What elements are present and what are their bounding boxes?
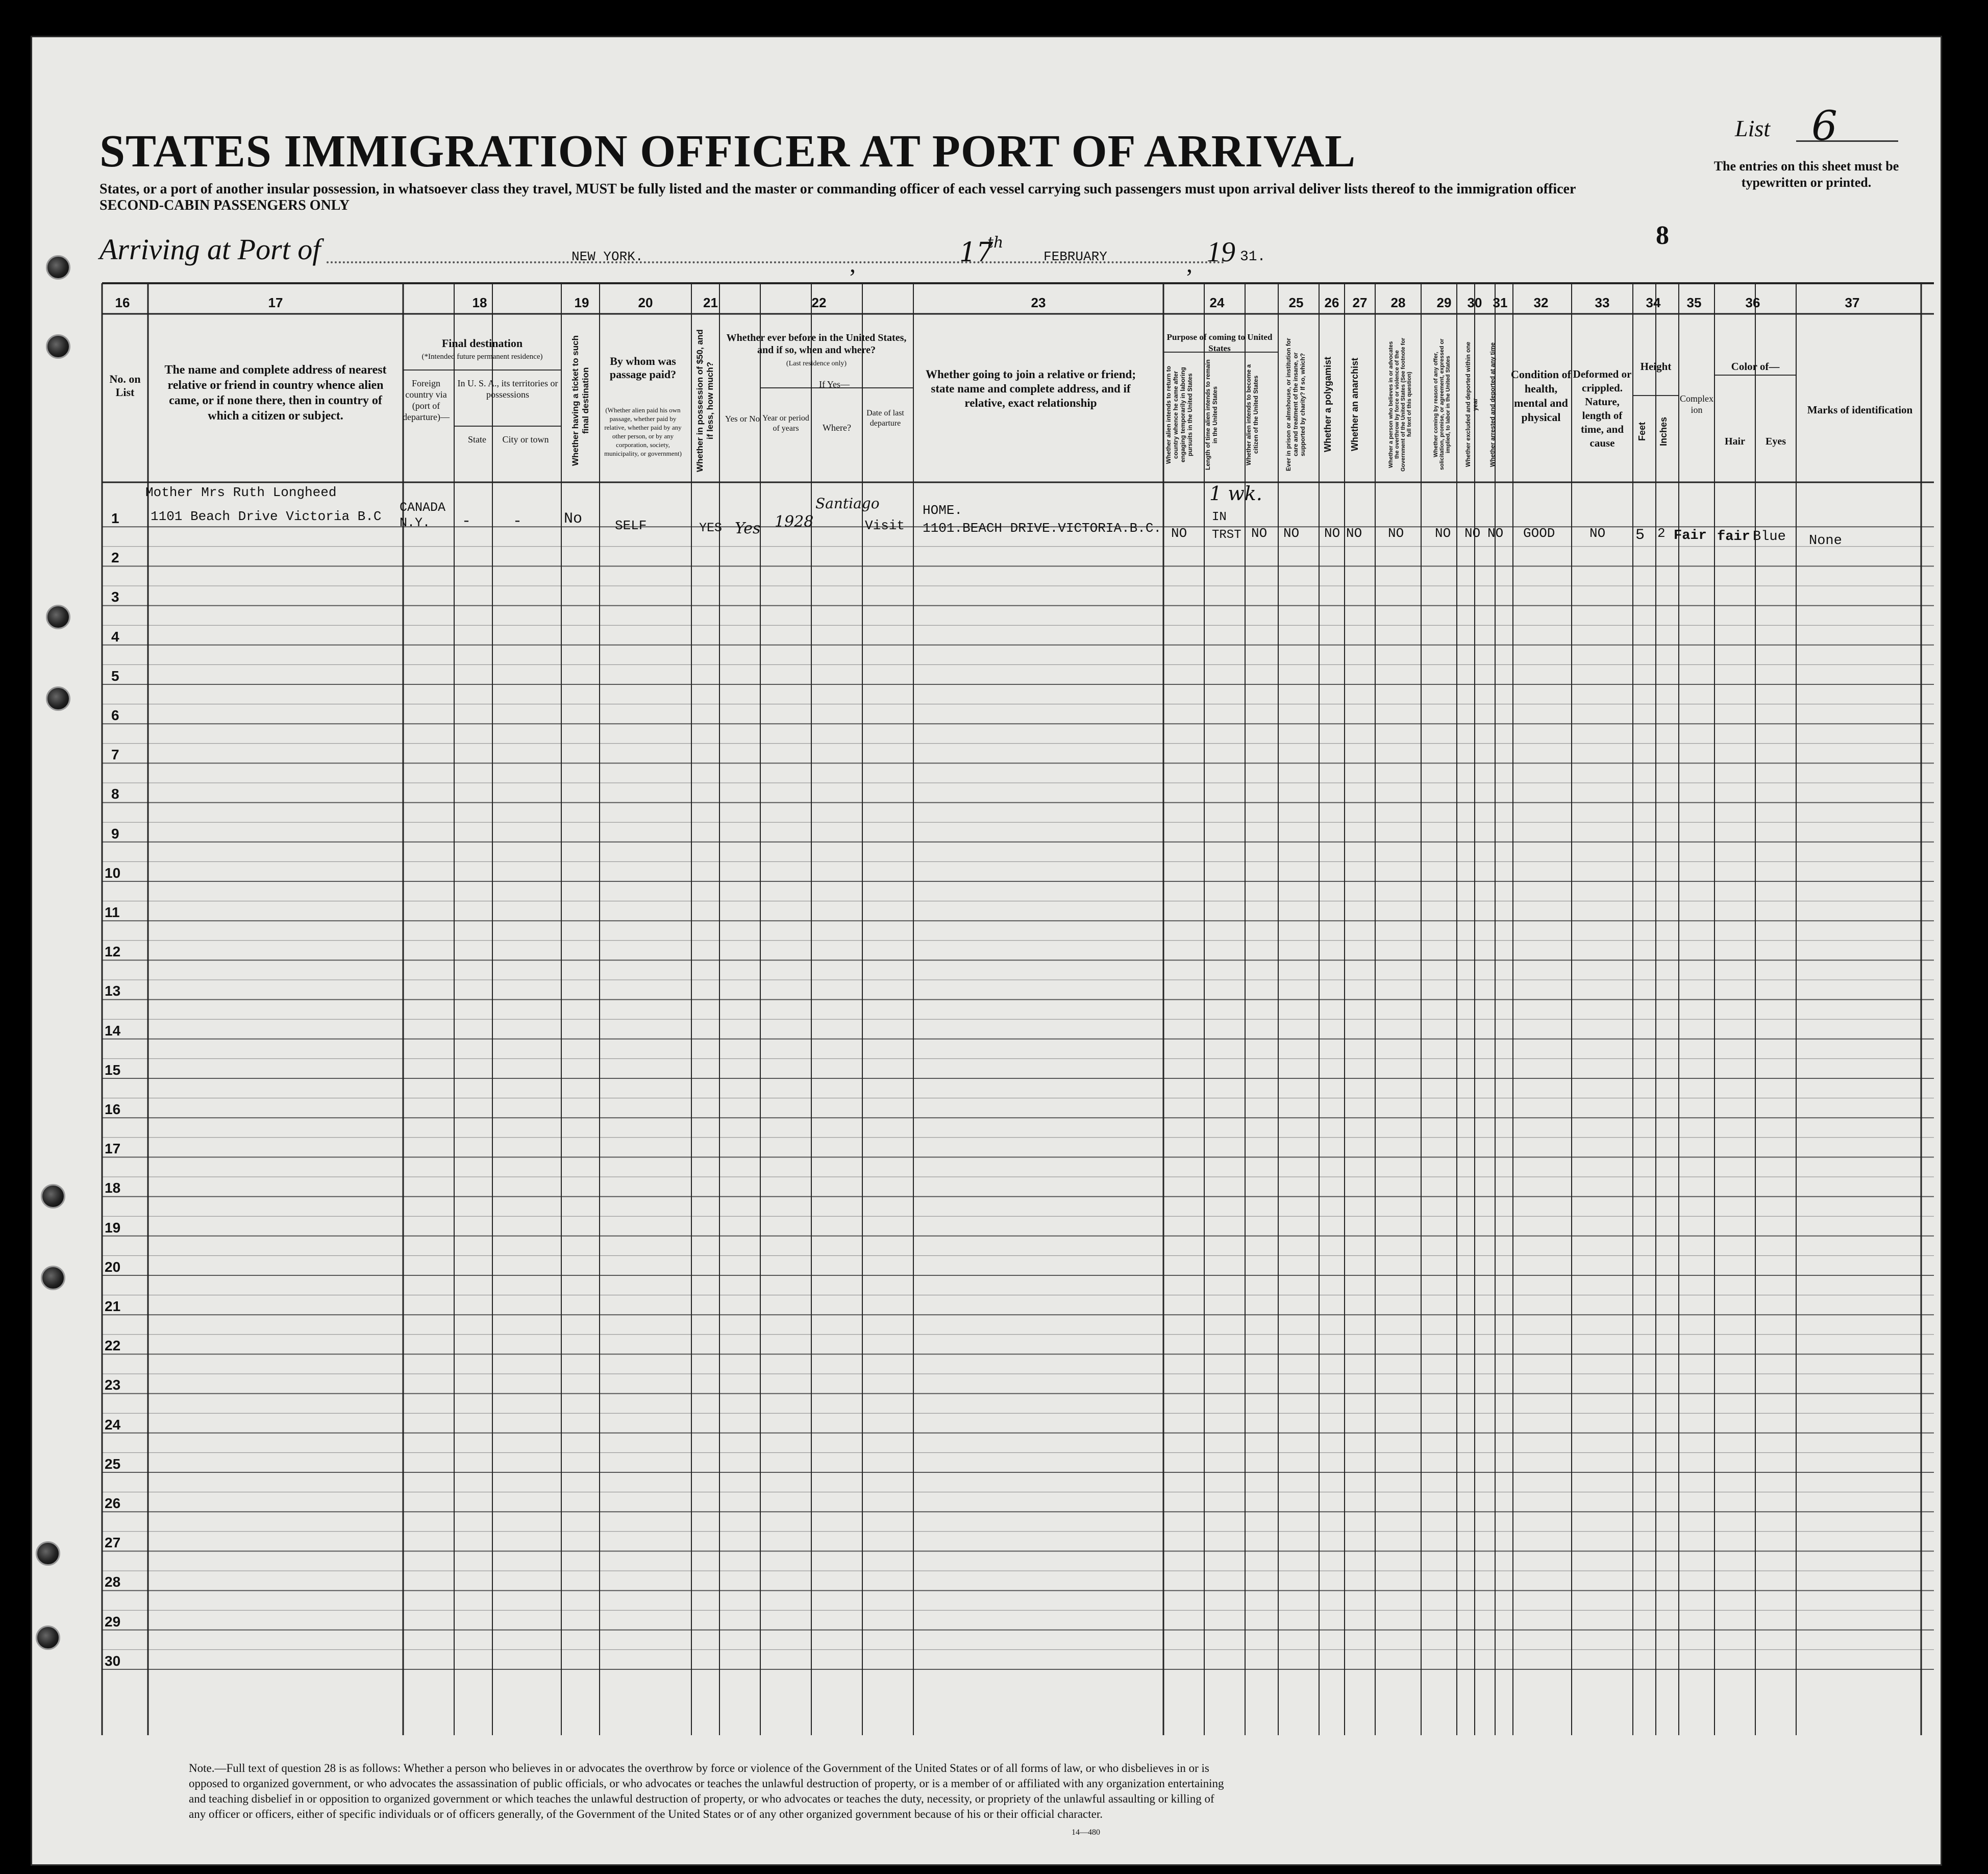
column-number: 35 xyxy=(1686,295,1702,310)
header-ticket-text: Whether having a ticket to such final destination xyxy=(570,335,590,466)
header-feet xyxy=(1637,403,1652,464)
row-number: 23 xyxy=(105,1377,121,1393)
header-foreign-country: Foreign country via (port of departure)— xyxy=(403,378,450,422)
row-number: 19 xyxy=(105,1219,121,1236)
month-value: FEBRUARY xyxy=(1043,249,1107,264)
feet-value: 5 xyxy=(1635,527,1645,544)
page-title: STATES IMMIGRATION OFFICER AT PORT OF ARRIVAL xyxy=(100,126,1356,177)
header-28 xyxy=(1388,337,1410,475)
column-number: 37 xyxy=(1845,295,1860,310)
header-final-destination-note: (*Intended future permanent residence) xyxy=(421,353,543,361)
row-number: 10 xyxy=(105,865,121,881)
foreign-country-value: CANADA xyxy=(400,500,446,515)
header-27 xyxy=(1350,337,1370,475)
row-number: 21 xyxy=(105,1298,121,1314)
header-marks: Marks of identification xyxy=(1807,404,1913,416)
row-number: 24 xyxy=(105,1416,121,1433)
marks-value: None xyxy=(1809,533,1842,549)
departure-value: Visit xyxy=(865,518,905,533)
header-eyes: Eyes xyxy=(1766,436,1786,447)
row-number: 6 xyxy=(111,707,119,723)
column-number: 23 xyxy=(1031,295,1046,310)
header-date-departure: Date of last departure xyxy=(866,409,904,428)
year-prefix: 19 xyxy=(1207,236,1235,268)
subtitle-line-1: States, or a port of another insular possession, in whatsoever class they travel, MUST be fully listed and the master or commanding officer of each vessel carrying such passengers must upon arrival deliver lists thereof to the immigration officer xyxy=(100,181,1576,197)
length-line-2: TRST xyxy=(1212,528,1241,542)
header-28-text: Whether a person who believes in or advocates the overthrow by force or violence of the Government of the United States (See footnote for full text of this question) xyxy=(1388,337,1412,472)
header-money xyxy=(695,327,717,480)
labor-value: NO xyxy=(1435,526,1451,541)
header-24b-text: Length of time alien intends to remain in the United States xyxy=(1204,359,1219,470)
row-number: 4 xyxy=(111,628,119,645)
row-number: 2 xyxy=(111,550,119,566)
header-26-text: Whether a polygamist xyxy=(1323,356,1333,453)
arrested-value: NO xyxy=(1487,526,1504,541)
inches-value: 2 xyxy=(1657,526,1666,541)
header-where: Where? xyxy=(823,423,851,433)
column-number: 19 xyxy=(574,295,589,310)
money-value: YES xyxy=(699,521,723,535)
column-number: 28 xyxy=(1390,295,1406,310)
comma: , xyxy=(1186,251,1192,278)
comma: , xyxy=(850,251,856,278)
header-passage-note: (Whether alien paid his own passage, whether paid by relative, whether paid by any other person, or by any corporation, society, municipality, or government) xyxy=(604,406,682,457)
page-mark: 8 xyxy=(1656,221,1669,250)
header-relative: The name and complete address of nearest relative or friend in country whence alien came, or if none there, then in country of which a citizen or subject. xyxy=(164,363,387,423)
column-number: 18 xyxy=(472,295,487,310)
day-suffix: th xyxy=(987,234,1004,252)
header-passage: By whom was passage paid? xyxy=(609,355,677,381)
row-number: 20 xyxy=(105,1259,121,1275)
year-suffix: 31. xyxy=(1240,249,1266,265)
relative-line-1: Mother Mrs Ruth Longheed xyxy=(145,485,337,500)
header-30-text: Whether excluded and deported within one year xyxy=(1464,341,1479,467)
column-number: 33 xyxy=(1595,295,1610,310)
header-24c xyxy=(1245,357,1265,475)
relative-line-2: 1101 Beach Drive Victoria B.C xyxy=(151,509,382,524)
header-feet-text: Feet xyxy=(1637,422,1647,441)
joining-line-1: HOME. xyxy=(923,503,963,518)
header-deformed: Deformed or crippled. Nature, length of time, and cause xyxy=(1573,368,1632,449)
header-24b xyxy=(1204,357,1225,475)
footnote: Note.—Full text of question 28 is as follows: Whether a person who believes in or advocates the overthrow by force or violence of the Government of the United States or of all forms of law, or who disbelieves in or is opposed to organized government, or who advocates the assassination of public officials, or who advocates or teaches the unlawful destruction of property, or is a member of or affiliated with any organization entertaining and teaching disbelief in or opposition to organized government or which teaches the unlawful destruction of property, or who advocates or teaches the duty, necessity, or propriety of the unlawful assaulting or killing of any officer or officers, either of specific individuals or of officers generally, of the Government of the United States or of any other organized government because of his or their official character. xyxy=(189,1762,1224,1820)
column-number: 34 xyxy=(1646,295,1661,310)
column-number: 22 xyxy=(811,295,827,310)
prison-value: NO xyxy=(1283,526,1300,541)
header-final-destination: Final destination xyxy=(441,337,523,350)
column-number: 21 xyxy=(703,295,718,310)
header-no-on-list: No. on List xyxy=(109,373,141,399)
list-number: 6 xyxy=(1811,102,1837,150)
city-value: - xyxy=(513,513,523,530)
complexion-value: Fair xyxy=(1674,528,1707,544)
row-number: 30 xyxy=(105,1653,121,1669)
header-24a xyxy=(1165,357,1194,475)
anarchist-value: NO xyxy=(1346,526,1362,541)
header-25-text: Ever in prison or almshouse, or institution for care and treatment of the insane, or supported by charity? If so, which? xyxy=(1285,338,1306,471)
entries-note: The entries on this sheet must be typewritten or printed. xyxy=(1713,159,1899,190)
row-number: 8 xyxy=(111,786,119,802)
row-number: 16 xyxy=(105,1101,121,1117)
header-height: Height xyxy=(1640,360,1672,373)
header-29 xyxy=(1433,337,1455,475)
row-number: 13 xyxy=(105,983,121,999)
header-state: State xyxy=(468,434,486,445)
column-number: 20 xyxy=(638,295,653,310)
header-health: Condition of health, mental and physical xyxy=(1511,368,1571,424)
column-number: 17 xyxy=(268,295,283,310)
column-number: 29 xyxy=(1436,295,1452,310)
column-number: 24 xyxy=(1209,295,1225,310)
header-color-of: Color of— xyxy=(1731,360,1780,373)
joining-line-2: 1101.BEACH DRIVE.VICTORIA.B.C. xyxy=(923,521,1162,536)
row-number: 28 xyxy=(105,1574,121,1590)
year-value: 1928 xyxy=(775,513,814,531)
header-money-text: Whether in possession of $50, and if less, how much? xyxy=(695,329,715,472)
length-handwritten: 1 wk. xyxy=(1209,482,1262,505)
row-number: 17 xyxy=(105,1141,121,1157)
header-before-us: Whether ever before in the United States, and if so, when and where? xyxy=(726,332,907,356)
header-complexion: Complexion xyxy=(1680,393,1713,415)
row-number: 29 xyxy=(105,1613,121,1630)
header-30 xyxy=(1464,337,1485,475)
header-26 xyxy=(1323,337,1343,475)
header-24a-text: Whether alien intends to return to country whence he came after engaging temporarily in laboring pursuits in the United States xyxy=(1165,365,1194,464)
row-number: 26 xyxy=(105,1495,121,1511)
column-number: 36 xyxy=(1745,295,1760,310)
row-number: 9 xyxy=(111,825,119,842)
where-value: Santiago xyxy=(815,495,880,512)
header-joining: Whether going to join a relative or friend; state name and complete address, and if relative, exact relationship xyxy=(925,368,1136,409)
header-27-text: Whether an anarchist xyxy=(1350,357,1360,452)
subtitle-line-2: SECOND-CABIN PASSENGERS ONLY xyxy=(100,198,350,213)
column-number: 16 xyxy=(115,295,130,310)
port-value: NEW YORK. xyxy=(571,249,643,264)
header-31 xyxy=(1489,337,1509,475)
form-number: 14—480 xyxy=(1072,1828,1100,1837)
header-29-text: Whether coming by reason of any offer, solicitation, promise, or agreement, expressed or implied, to labor in the United States xyxy=(1433,338,1451,471)
row-number: 12 xyxy=(105,944,121,960)
return-value: NO xyxy=(1171,526,1187,541)
health-value: GOOD xyxy=(1523,526,1555,541)
port-departure-value: N.Y. xyxy=(400,515,431,530)
row-number: 1 xyxy=(111,510,119,526)
header-hair: Hair xyxy=(1725,436,1745,447)
eyes-value: Blue xyxy=(1753,529,1786,545)
row-number: 15 xyxy=(105,1062,121,1078)
arriving-label: Arriving at Port of xyxy=(100,233,321,266)
column-number: 25 xyxy=(1288,295,1304,310)
header-city: City or town xyxy=(502,434,549,445)
citizen-value: NO xyxy=(1251,526,1268,541)
header-inches xyxy=(1658,403,1674,464)
row-number: 7 xyxy=(111,747,119,763)
day-value: 17 xyxy=(959,237,993,268)
header-in-usa: In U. S. A., its territories or possessions xyxy=(457,378,558,400)
header-24c-text: Whether alien intends to become a citizen of the United States xyxy=(1245,364,1259,465)
before-yes-value: Yes xyxy=(735,520,761,537)
row-number: 11 xyxy=(105,904,120,920)
column-number: 32 xyxy=(1533,295,1549,310)
list-label: List xyxy=(1735,115,1771,141)
ticket-value: No xyxy=(564,510,583,528)
polygamist-value: NO xyxy=(1324,526,1340,541)
state-value: - xyxy=(462,513,471,530)
header-purpose: Purpose of coming to United States xyxy=(1166,332,1273,353)
header-if-yes: If Yes— xyxy=(818,379,850,389)
deformed-value: NO xyxy=(1589,526,1606,541)
row-number: 25 xyxy=(105,1456,121,1472)
column-number: 31 xyxy=(1493,295,1508,310)
header-before-us-note: (Last residence only) xyxy=(786,360,847,367)
header-yes-no: Yes or No xyxy=(725,414,760,424)
header-25 xyxy=(1285,337,1305,475)
column-number: 27 xyxy=(1352,295,1368,310)
row-number: 18 xyxy=(105,1180,121,1196)
excluded-value: NO xyxy=(1464,526,1481,541)
length-line-1: IN xyxy=(1212,510,1227,524)
header-year-period: Year or period of years xyxy=(762,414,809,433)
passage-value: SELF xyxy=(615,518,647,533)
row-number: 5 xyxy=(111,668,119,684)
row-number: 22 xyxy=(105,1338,121,1354)
row-number: 27 xyxy=(105,1535,121,1551)
row-number: 3 xyxy=(111,589,119,605)
overthrow-value: NO xyxy=(1388,526,1404,541)
header-31-text: Whether arrested and deported at any time xyxy=(1489,342,1496,467)
column-number: 30 xyxy=(1467,295,1482,310)
header-ticket xyxy=(570,327,593,480)
column-number: 26 xyxy=(1324,295,1339,310)
row-number: 14 xyxy=(105,1022,121,1039)
header-inches-text: Inches xyxy=(1658,416,1669,446)
hair-value: fair xyxy=(1717,529,1750,545)
